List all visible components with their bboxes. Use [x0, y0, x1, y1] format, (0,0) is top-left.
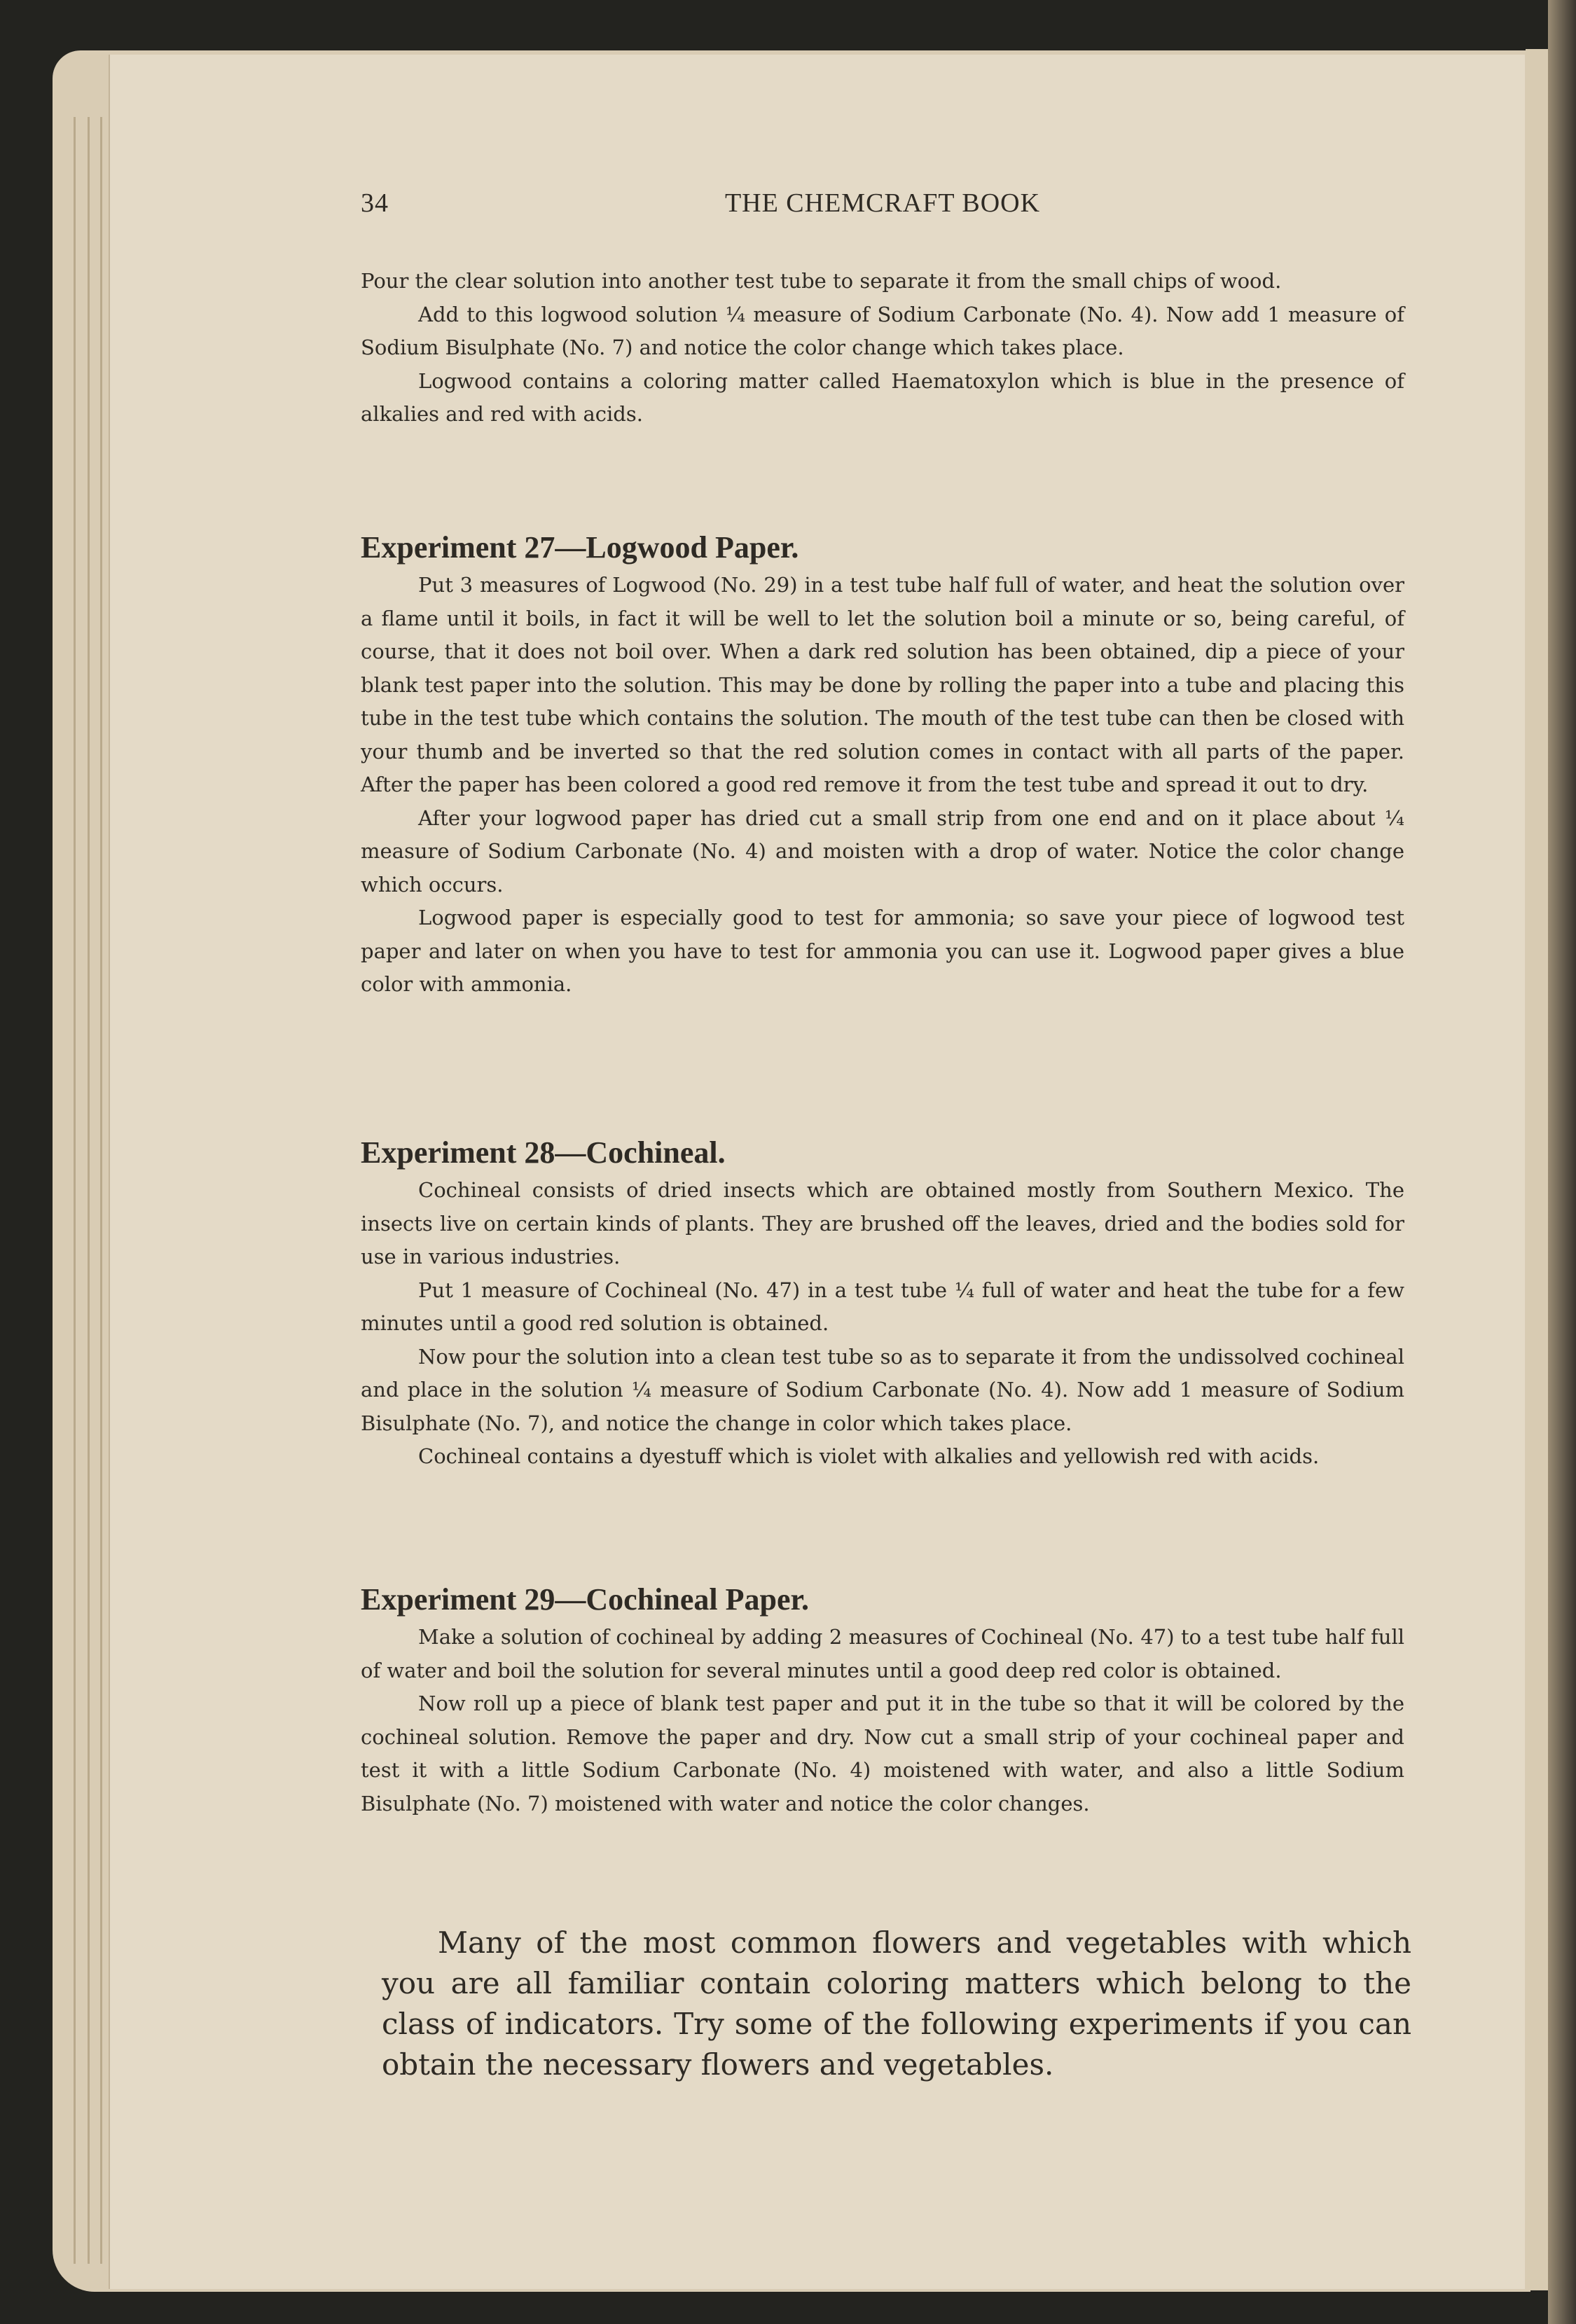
paragraph: Logwood paper is especially good to test for ammonia; so save your piece of logwood test paper and later on when you have to test for ammonia you can use it. Logwood paper gives a blue color with ammonia. [361, 906, 1404, 996]
paragraph: Add to this logwood solution ¼ measure of Sodium Carbonate (No. 4). Now add 1 measure of Sodium Bisulphate (No. 7) and notice the color change which takes place. [361, 302, 1404, 359]
page-edge [100, 117, 102, 2264]
page-edge [74, 117, 76, 2264]
intro-section [361, 265, 1404, 431]
experiment-27 [361, 527, 1404, 1002]
paragraph: After your logwood paper has dried cut a small strip from one end and on it place about ¼ measure of Sodium Carbonate (No. 4) and moisten with a drop of water. Notice the color change which occurs. [361, 805, 1404, 897]
paragraph: Cochineal contains a dyestuff which is violet with alkalies and yellowish red with acids. [418, 1444, 1320, 1468]
closing-paragraph: Many of the most common flowers and vegetables with which you are all familiar contain coloring matters which belong to the class of indicators. Try some of the following experiments if you can obtain the necessary flowers and vegetables. [382, 1925, 1411, 2082]
section-heading: Experiment 29—Cochineal Paper. [361, 1582, 809, 1617]
section-heading: Experiment 28—Cochineal. [361, 1135, 726, 1170]
experiment-29 [361, 1579, 1404, 1820]
running-title: THE CHEMCRAFT BOOK [724, 188, 1041, 218]
paragraph: Make a solution of cochineal by adding 2 measures of Cochineal (No. 47) to a test tube half full of water and boil the solution for several minutes until a good deep red color is obtained. [361, 1625, 1404, 1682]
page-edge [88, 117, 90, 2264]
paragraph: Put 1 measure of Cochineal (No. 47) in a test tube ¼ full of water and heat the tube for a few minutes until a good red solution is obtained. [361, 1278, 1404, 1335]
paragraph: Now pour the solution into a clean test tube so as to separate it from the undissolved cochineal and place in the solution ¼ measure of Sodium Carbonate (No. 4). Now add 1 measure of Sodium Bisulphate (No. 7), and notice the change in color which takes place. [361, 1344, 1404, 1435]
experiment-28 [361, 1132, 1404, 1474]
paragraph: Cochineal consists of dried insects which are obtained mostly from Southern Mexico. The insects live on certain kinds of plants. They are brushed off the leaves, dried and the bodies sold for use in various industries. [361, 1178, 1404, 1268]
paragraph: Pour the clear solution into another test tube to separate it from the small chips of wood. [361, 269, 1282, 293]
book-gutter [1548, 0, 1576, 2324]
running-header [361, 188, 1404, 223]
section-heading: Experiment 27—Logwood Paper. [361, 530, 799, 565]
paragraph: Now roll up a piece of blank test paper and put it in the tube so that it will be colored by the cochineal solution. Remove the paper and dry. Now cut a small strip of your cochineal paper and test it with a little Sodium Carbonate (No. 4) moistened with water, and also a little Sodium Bisulphate (No. 7) moistened with water and notice the color changes. [361, 1692, 1404, 1815]
page-number: 34 [361, 188, 389, 218]
paragraph: Put 3 measures of Logwood (No. 29) in a test tube half full of water, and heat the solution over a flame until it boils, in fact it will be well to let the solution boil a minute or so, being careful, of course, that it does not boil over. When a dark red solution has been obtained, dip a piece of your blank test paper into the solution. This may be done by rolling the paper into a tube and placing this tube in the test tube which contains the solution. The mouth of the test tube can then be closed with your thumb and be inverted so that the red solution comes in contact with all parts of the paper. After the paper has been colored a good red remove it from the test tube and spread it out to dry. [361, 573, 1404, 796]
paragraph: Logwood contains a coloring matter called Haematoxylon which is blue in the presence of alkalies and red with acids. [361, 368, 1404, 426]
